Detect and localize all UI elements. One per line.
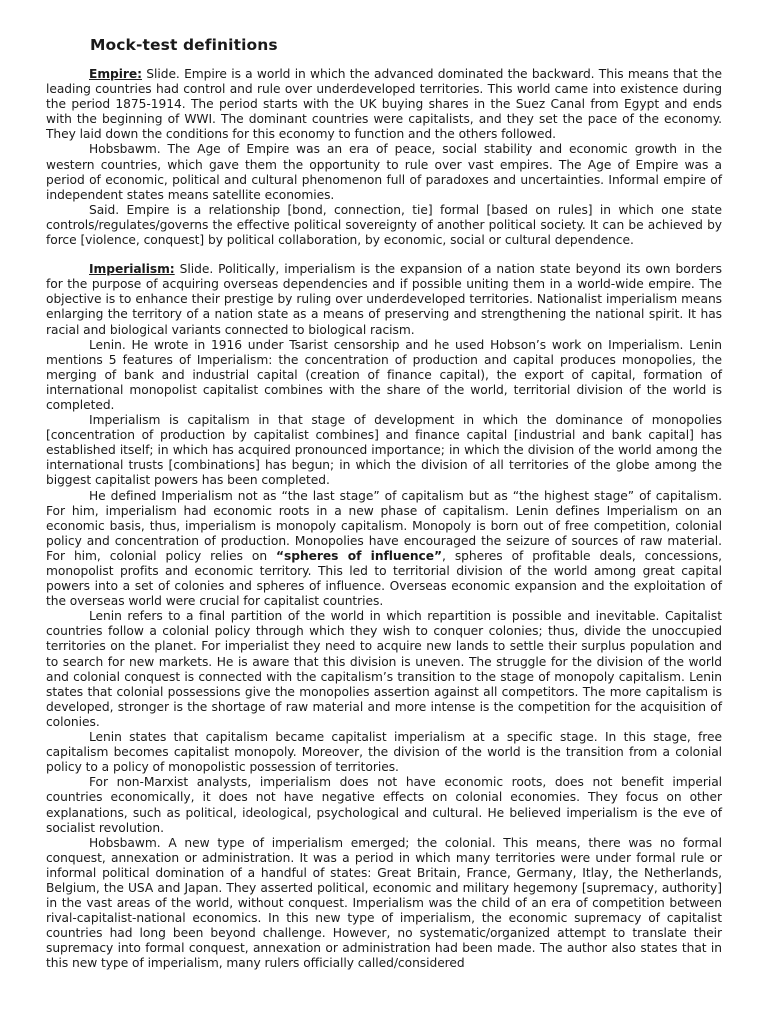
empire-paragraph-1: [46, 67, 722, 142]
imperialism-paragraph-4: [46, 489, 722, 610]
spheres-of-influence-term: “spheres of influence”: [276, 548, 443, 563]
empire-paragraph-3: Said. Empire is a relationship [bond, connection, tie] formal [based on rules] in which one state controls/regulates/governs the effective political sovereignty of another political society. It can be achieved by force [violence, conquest] by political collaboration, by economic, social or cultural dependence.: [46, 202, 722, 248]
imperialism-p1-text: Slide. Politically, imperialism is the expansion of a nation state beyond its own borders for the purpose of acquiring overseas dependencies and if possible uniting them in a world-wide empire. The objective is to enhance their prestige by ruling over underdeveloped territories. Nationalist imperialism means enlarging the territory of a nation state as a means of preserving and strengthening the national spirit. It has racial and biological variants connected to biological racism.: [46, 262, 722, 337]
imperialism-paragraph-6: Lenin states that capitalism became capitalist imperialism at a specific stage. In this stage, free capitalism becomes capitalist monopoly. Moreover, the division of the world is the transition from a colonial policy to a policy of monopolistic possession of territories.: [46, 730, 722, 775]
empire-term: Empire:: [89, 67, 142, 81]
imperialism-paragraph-1: [46, 262, 722, 337]
imperialism-p4-text-a: He defined Imperialism not as “the last stage” of capitalism but as “the highest stage” of capitalism. For him, imperialism had economic roots in a new phase of capitalism. Lenin defines Imperialism on an economic basis, thus, imperialism is monopoly capitalism. Monopoly is born out of free competition, colonial policy and concentration of production. Monopolies have encouraged the seizure of sources of raw material. For him, colonial policy relies on: [46, 488, 722, 563]
imperialism-paragraph-2: Lenin. He wrote in 1916 under Tsarist censorship and he used Hobson’s work on Imperialism. Lenin mentions 5 features of Imperialism: the concentration of production and capital produces monopolies, the merging of bank and industrial capital (creation of finance capital), the export of capital, formation of international monopolist capitalist combines with the share of the world, territorial division of the world is completed.: [46, 337, 722, 412]
imperialism-paragraph-3: Imperialism is capitalism in that stage of development in which the dominance of monopolies [concentration of production by capitalist combines] and finance capital [industrial and bank capital] has established itself; in which has acquired pronounced importance; in which the division of the world among the international trusts [combinations] has begun; in which the division of all territories of the globe among the biggest capitalist powers has been completed.: [46, 413, 722, 488]
imperialism-paragraph-7: For non-Marxist analysts, imperialism does not have economic roots, does not benefit imperial countries economically, it does not have negative effects on colonial economies. They focus on other explanations, such as political, ideological, psychological and cultural. He believed imperialism is the eve of socialist revolution.: [46, 775, 722, 835]
imperialism-term: Imperialism:: [89, 262, 175, 277]
imperialism-paragraph-5: Lenin refers to a final partition of the world in which repartition is possible and inevitable. Capitalist countries follow a colonial policy through which they wish to conquer colonies; thus, divide the unoccupied territories on the planet. For imperialist they need to acquire new lands to settle their surplus population and to search for new markets. He is aware that this division is uneven. The struggle for the division of the world and colonial conquest is connected with the capitalism’s transition to the stage of monopoly capitalism. Lenin states that colonial possessions give the monopolies assertion against all competitors. The more capitalism is developed, stronger is the shortage of raw material and more intense is the competition for the acquisition of colonies.: [46, 609, 722, 729]
empire-p1-text: Slide. Empire is a world in which the advanced dominated the backward. This means that the leading countries had control and rule over underdeveloped territories. This world came into existence during the period 1875-1914. The period starts with the UK buying shares in the Suez Canal from Egypt and ends with the beginning of WWI. The dominant countries were capitalists, and they set the pace of the economy. They laid down the conditions for this economy to function and the others followed.: [46, 67, 722, 142]
imperialism-p4-text-b: , spheres of profitable deals, concessions, monopolist profits and economic territory. This led to territorial division of the world among great capital powers into a set of colonies and spheres of influence. Overseas economic expansion and the exploitation of the overseas world were crucial for capitalist countries.: [46, 548, 722, 609]
imperialism-paragraph-8: Hobsbawm. A new type of imperialism emerged; the colonial. This means, there was no formal conquest, annexation or administration. It was a period in which many territories were under formal rule or informal political domination of a handful of states: Great Britain, France, Germany, Itlay, the Netherlands, Belgium, the USA and Japan. They asserted political, economic and military hegemony [supremacy, authority] in the vast areas of the world, without conquest. Imperialism was the child of an era of competition between rival-capitalist-national economics. In this new type of imperialism, the economic supremacy of capitalist countries had long been beyond challenge. However, no systematic/organized attempt to translate their supremacy into formal conquest, annexation or administration had been made. The author also states that in this new type of imperialism, many rulers officially called/considered: [46, 835, 722, 971]
empire-paragraph-2: Hobsbawm. The Age of Empire was an era of peace, social stability and economic growth in the western countries, which gave them the opportunity to rule over vast empires. The Age of Empire was a period of economic, political and cultural phenomenon full of paradoxes and uncertainties. Informal empire of independent states means satellite economies.: [46, 142, 722, 202]
page-title: Mock-test definitions: [90, 36, 278, 54]
section-spacer: [46, 248, 722, 262]
